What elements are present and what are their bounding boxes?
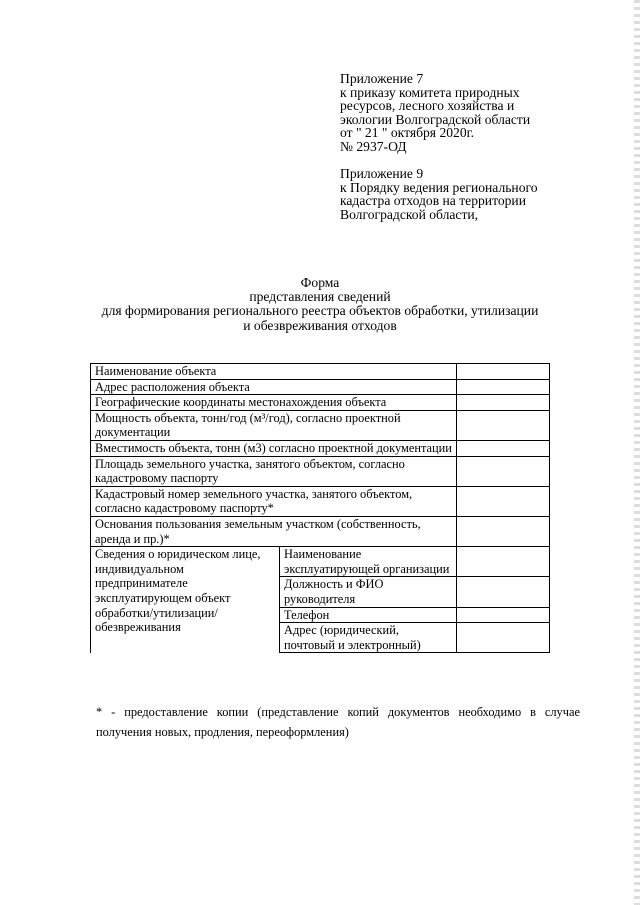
table-row (91, 486, 550, 516)
table-row (91, 516, 550, 546)
value-cell[interactable] (457, 364, 550, 380)
row-label: Географические координаты местонахождения объекта (91, 395, 457, 411)
value-cell[interactable] (457, 379, 550, 395)
title-line: Форма (300, 275, 340, 290)
row-label: Мощность объекта, тонн/год (м³/год), согласно проектной документации (91, 410, 457, 440)
value-cell[interactable] (457, 547, 550, 577)
row-label: Площадь земельного участка, занятого объектом, согласно кадастровому паспорту (91, 456, 457, 486)
value-cell[interactable] (457, 516, 550, 546)
appendix-9-line: Волгоградской области, (340, 206, 479, 222)
appendix-7-line: от " 21 " октября 2020г. (340, 125, 475, 141)
appendix-7-block (340, 72, 620, 154)
appendix-7-line: к приказу комитета природных (340, 84, 520, 100)
footnote: * - предоставление копии (представление копий документов необходимо в случае получения новых, продления, переоформления) (96, 705, 580, 739)
row-label: Наименование объекта (91, 364, 457, 380)
title-line: и обезвреживания отходов (243, 317, 397, 333)
value-cell[interactable] (457, 607, 550, 623)
value-cell[interactable] (457, 395, 550, 411)
table-row (91, 379, 550, 395)
table-row (91, 410, 550, 440)
table-row (91, 440, 550, 456)
appendix-9-block (340, 167, 620, 221)
registry-form-table (90, 363, 550, 653)
scan-edge (634, 0, 640, 905)
table-row (91, 364, 550, 380)
table-row (91, 395, 550, 411)
sub-row-label: Наименование эксплуатирующей организации (280, 547, 457, 577)
appendix-7-line: № 2937-ОД (340, 138, 407, 154)
row-label: Адрес расположения объекта (91, 379, 457, 395)
appendix-9-line: к Порядку ведения регионального (340, 179, 538, 195)
value-cell[interactable] (457, 410, 550, 440)
title-line: представления сведений (249, 289, 391, 305)
value-cell[interactable] (457, 456, 550, 486)
value-cell[interactable] (457, 440, 550, 456)
appendix-7-line: Приложение 7 (340, 71, 424, 86)
title-line: для формирования регионального реестра объектов обработки, утилизации (101, 303, 539, 319)
appendix-9-line: кадастра отходов на территории (340, 193, 526, 209)
form-title (0, 276, 640, 333)
table-row (91, 456, 550, 486)
value-cell[interactable] (457, 486, 550, 516)
appendix-7-line: экологии Волгоградской области (340, 111, 531, 127)
row-label: Основания пользования земельным участком (собственность, аренда и пр.)* (91, 516, 457, 546)
table-row (91, 547, 550, 577)
row-label: Вместимость объекта, тонн (м3) согласно проектной документации (91, 440, 457, 456)
sub-row-label: Телефон (280, 607, 457, 623)
appendix-7-line: ресурсов, лесного хозяйства и (340, 98, 515, 114)
appendix-9-line: Приложение 9 (340, 166, 424, 181)
legal-entity-label: Сведения о юридическом лице, индивидуальном предпринимателе эксплуатирующем объект обработки/утилизации/ обезвреживания (91, 547, 280, 653)
sub-row-label: Адрес (юридический, почтовый и электронный) (280, 623, 457, 653)
value-cell[interactable] (457, 623, 550, 653)
row-label: Кадастровый номер земельного участка, занятого объектом, согласно кадастровому паспорту* (91, 486, 457, 516)
sub-row-label: Должность и ФИО руководителя (280, 577, 457, 607)
value-cell[interactable] (457, 577, 550, 607)
